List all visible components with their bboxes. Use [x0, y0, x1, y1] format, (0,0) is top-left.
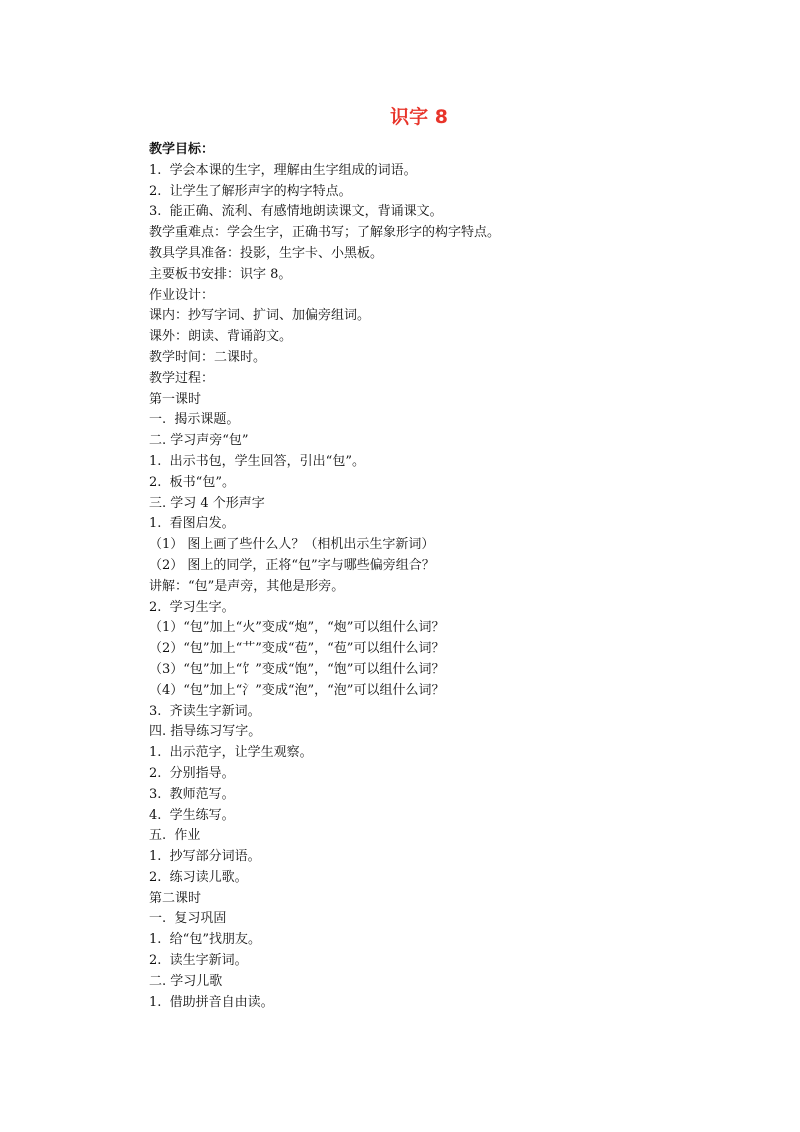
text-line: 二. 学习声旁“包” [149, 433, 249, 449]
document-body [149, 140, 709, 1013]
text-line: 3. 齐读生字新词。 [149, 703, 261, 719]
text-line: 课外：朗读、背诵韵文。 [149, 329, 293, 345]
text-line: 教学时间：二课时。 [149, 349, 267, 365]
text-line: （2） 图上的同学，正将“包”字与哪些偏旁组合？ [149, 557, 435, 573]
text-line: 3. 教师范写。 [149, 786, 235, 802]
document-title: 识字 8 [390, 106, 448, 128]
text-line: 1. 出示书包，学生回答，引出“包”。 [149, 453, 365, 469]
text-line: 第二课时 [149, 890, 202, 906]
text-line: 2. 学习生字。 [149, 599, 235, 615]
text-line: 第一课时 [149, 391, 202, 407]
text-line: （3）“包”加上“饣”变成“饱”，“饱”可以组什么词？ [149, 661, 445, 677]
section-heading-objectives: 教学目标： [149, 142, 215, 157]
text-line: （1） 图上画了些什么人？（相机出示生字新词） [149, 537, 435, 553]
text-line: 作业设计： [149, 287, 215, 303]
text-line: 教学重难点：学会生字，正确书写；了解象形字的构字特点。 [149, 225, 501, 241]
text-line: 1. 学会本课的生字，理解由生字组成的词语。 [149, 162, 417, 178]
text-line: 一. 复习巩固 [149, 911, 227, 927]
text-line: 四. 指导练习写字。 [149, 724, 262, 740]
text-line: 2. 板书“包”。 [149, 474, 235, 490]
text-line: 教学过程： [149, 370, 215, 386]
text-line: （2）“包”加上“艹”变成“苞”，“苞”可以组什么词？ [149, 641, 445, 657]
text-line: 1. 借助拼音自由读。 [149, 994, 274, 1010]
text-line: 1. 抄写部分词语。 [149, 849, 261, 865]
text-line: 1. 给“包”找朋友。 [149, 932, 261, 948]
text-line: 1. 看图启发。 [149, 516, 235, 532]
text-line: 教具学具准备：投影，生字卡、小黑板。 [149, 245, 384, 261]
text-line: 3. 能正确、流利、有感情地朗读课文，背诵课文。 [149, 204, 443, 220]
text-line: 2. 练习读儿歌。 [149, 869, 248, 885]
text-line: 一. 揭示课题。 [149, 412, 240, 428]
text-line: 2. 让学生了解形声字的构字特点。 [149, 183, 352, 199]
text-line: 主要板书安排：识字 8。 [149, 266, 292, 282]
text-line: 2. 读生字新词。 [149, 953, 248, 969]
text-line: 2. 分别指导。 [149, 765, 235, 781]
text-line: 讲解：“包”是声旁，其他是形旁。 [149, 578, 345, 594]
text-line: 五. 作业 [149, 828, 201, 844]
text-line: 二. 学习儿歌 [149, 973, 223, 989]
text-line: 4. 学生练写。 [149, 807, 235, 823]
text-line: （4）“包”加上“氵”变成“泡”，“泡”可以组什么词？ [149, 682, 445, 698]
text-line: 三. 学习 4 个形声字 [149, 495, 265, 511]
text-line: （1）“包”加上“火”变成“炮”，“炮”可以组什么词？ [149, 620, 445, 636]
text-line: 课内：抄写字词、扩词、加偏旁组词。 [149, 308, 371, 324]
text-line: 1. 出示范字，让学生观察。 [149, 745, 313, 761]
